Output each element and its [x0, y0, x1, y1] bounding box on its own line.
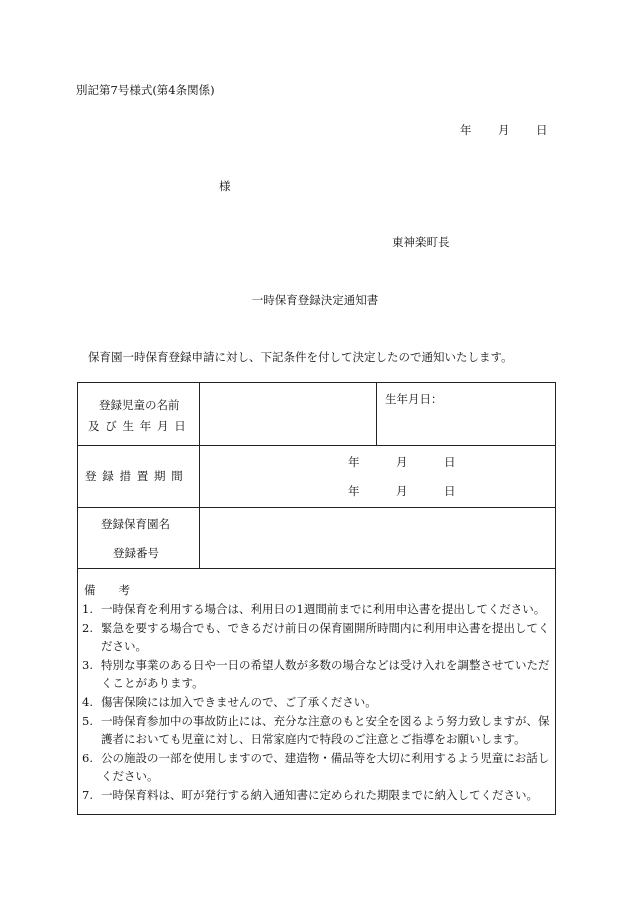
note-item [78, 656, 555, 693]
birthdate-label: 生年月日： [385, 392, 443, 406]
recipient-suffix: 様 [219, 179, 231, 193]
intro-text: 保育園一時保育登録申請に対し、下記条件を付して決定したので通知いたします。 [88, 350, 513, 364]
date-year: 年 [460, 123, 472, 137]
note-item [78, 712, 555, 749]
note-item [78, 619, 555, 656]
note-item [78, 600, 555, 619]
row-divider [78, 445, 555, 446]
row-divider [78, 568, 555, 569]
note-text: 一時保育料は、町が発行する納入通知書に定められた期限までに納入してください。 [101, 787, 538, 802]
note-text: 傷害保険には加入できませんので、ご了承ください。 [101, 694, 377, 709]
note-number: 5. [82, 713, 93, 728]
note-text: 特別な事業のある日や一日の希望人数が多数の場合などは受け入れを調整させていただくことがあります。 [101, 657, 550, 691]
row-divider [78, 507, 555, 508]
note-item [78, 749, 555, 786]
note-number: 1. [82, 602, 93, 616]
note-number: 4. [82, 694, 93, 709]
notes-heading: 備 考 [84, 583, 130, 597]
document-title: 一時保育登録決定通知書 [251, 293, 379, 307]
registration-number-label: 登録番号 [113, 546, 159, 560]
child-birthdate-label: 及び生年月日 [88, 419, 192, 433]
period-end-year: 年 [348, 484, 360, 498]
note-item [78, 786, 555, 805]
note-number: 2. [82, 620, 93, 635]
column-divider [199, 383, 200, 568]
period-start-year: 年 [348, 455, 360, 469]
note-item [78, 693, 555, 712]
date-month: 月 [498, 123, 510, 137]
note-text: 一時保育を利用する場合は、利用日の1週間前までに利用申込書を提出してください。 [101, 602, 546, 616]
issuer-name: 東神楽町長 [392, 235, 450, 249]
column-divider [376, 383, 377, 445]
issue-date [460, 124, 548, 138]
registration-period-label: 登録措置期間 [85, 469, 189, 483]
note-number: 7. [82, 787, 93, 802]
note-number: 6. [82, 750, 93, 765]
registration-table [77, 382, 556, 815]
nursery-name-label: 登録保育園名 [101, 517, 170, 531]
period-end-day: 日 [444, 484, 456, 498]
period-start-month: 月 [396, 455, 408, 469]
period-start-day: 日 [444, 455, 456, 469]
date-day: 日 [536, 123, 548, 137]
note-text: 公の施設の一部を使用しますので、建造物・備品等を大切に利用するよう児童にお話しください。 [101, 750, 550, 784]
note-text: 一時保育参加中の事故防止には、充分な注意のもと安全を図るよう努力致しますが、保護者においても児童に対し、日常家庭内で特段のご注意とご指導をお願いします。 [101, 713, 550, 747]
note-number: 3. [82, 657, 93, 672]
form-number: 別記第7号様式(第4条関係) [76, 83, 215, 97]
child-name-label: 登録児童の名前 [99, 398, 180, 412]
notes-list [78, 600, 555, 805]
period-end-month: 月 [396, 484, 408, 498]
note-text: 緊急を要する場合でも、できるだけ前日の保育園開所時間内に利用申込書を提出してください。 [101, 620, 550, 654]
